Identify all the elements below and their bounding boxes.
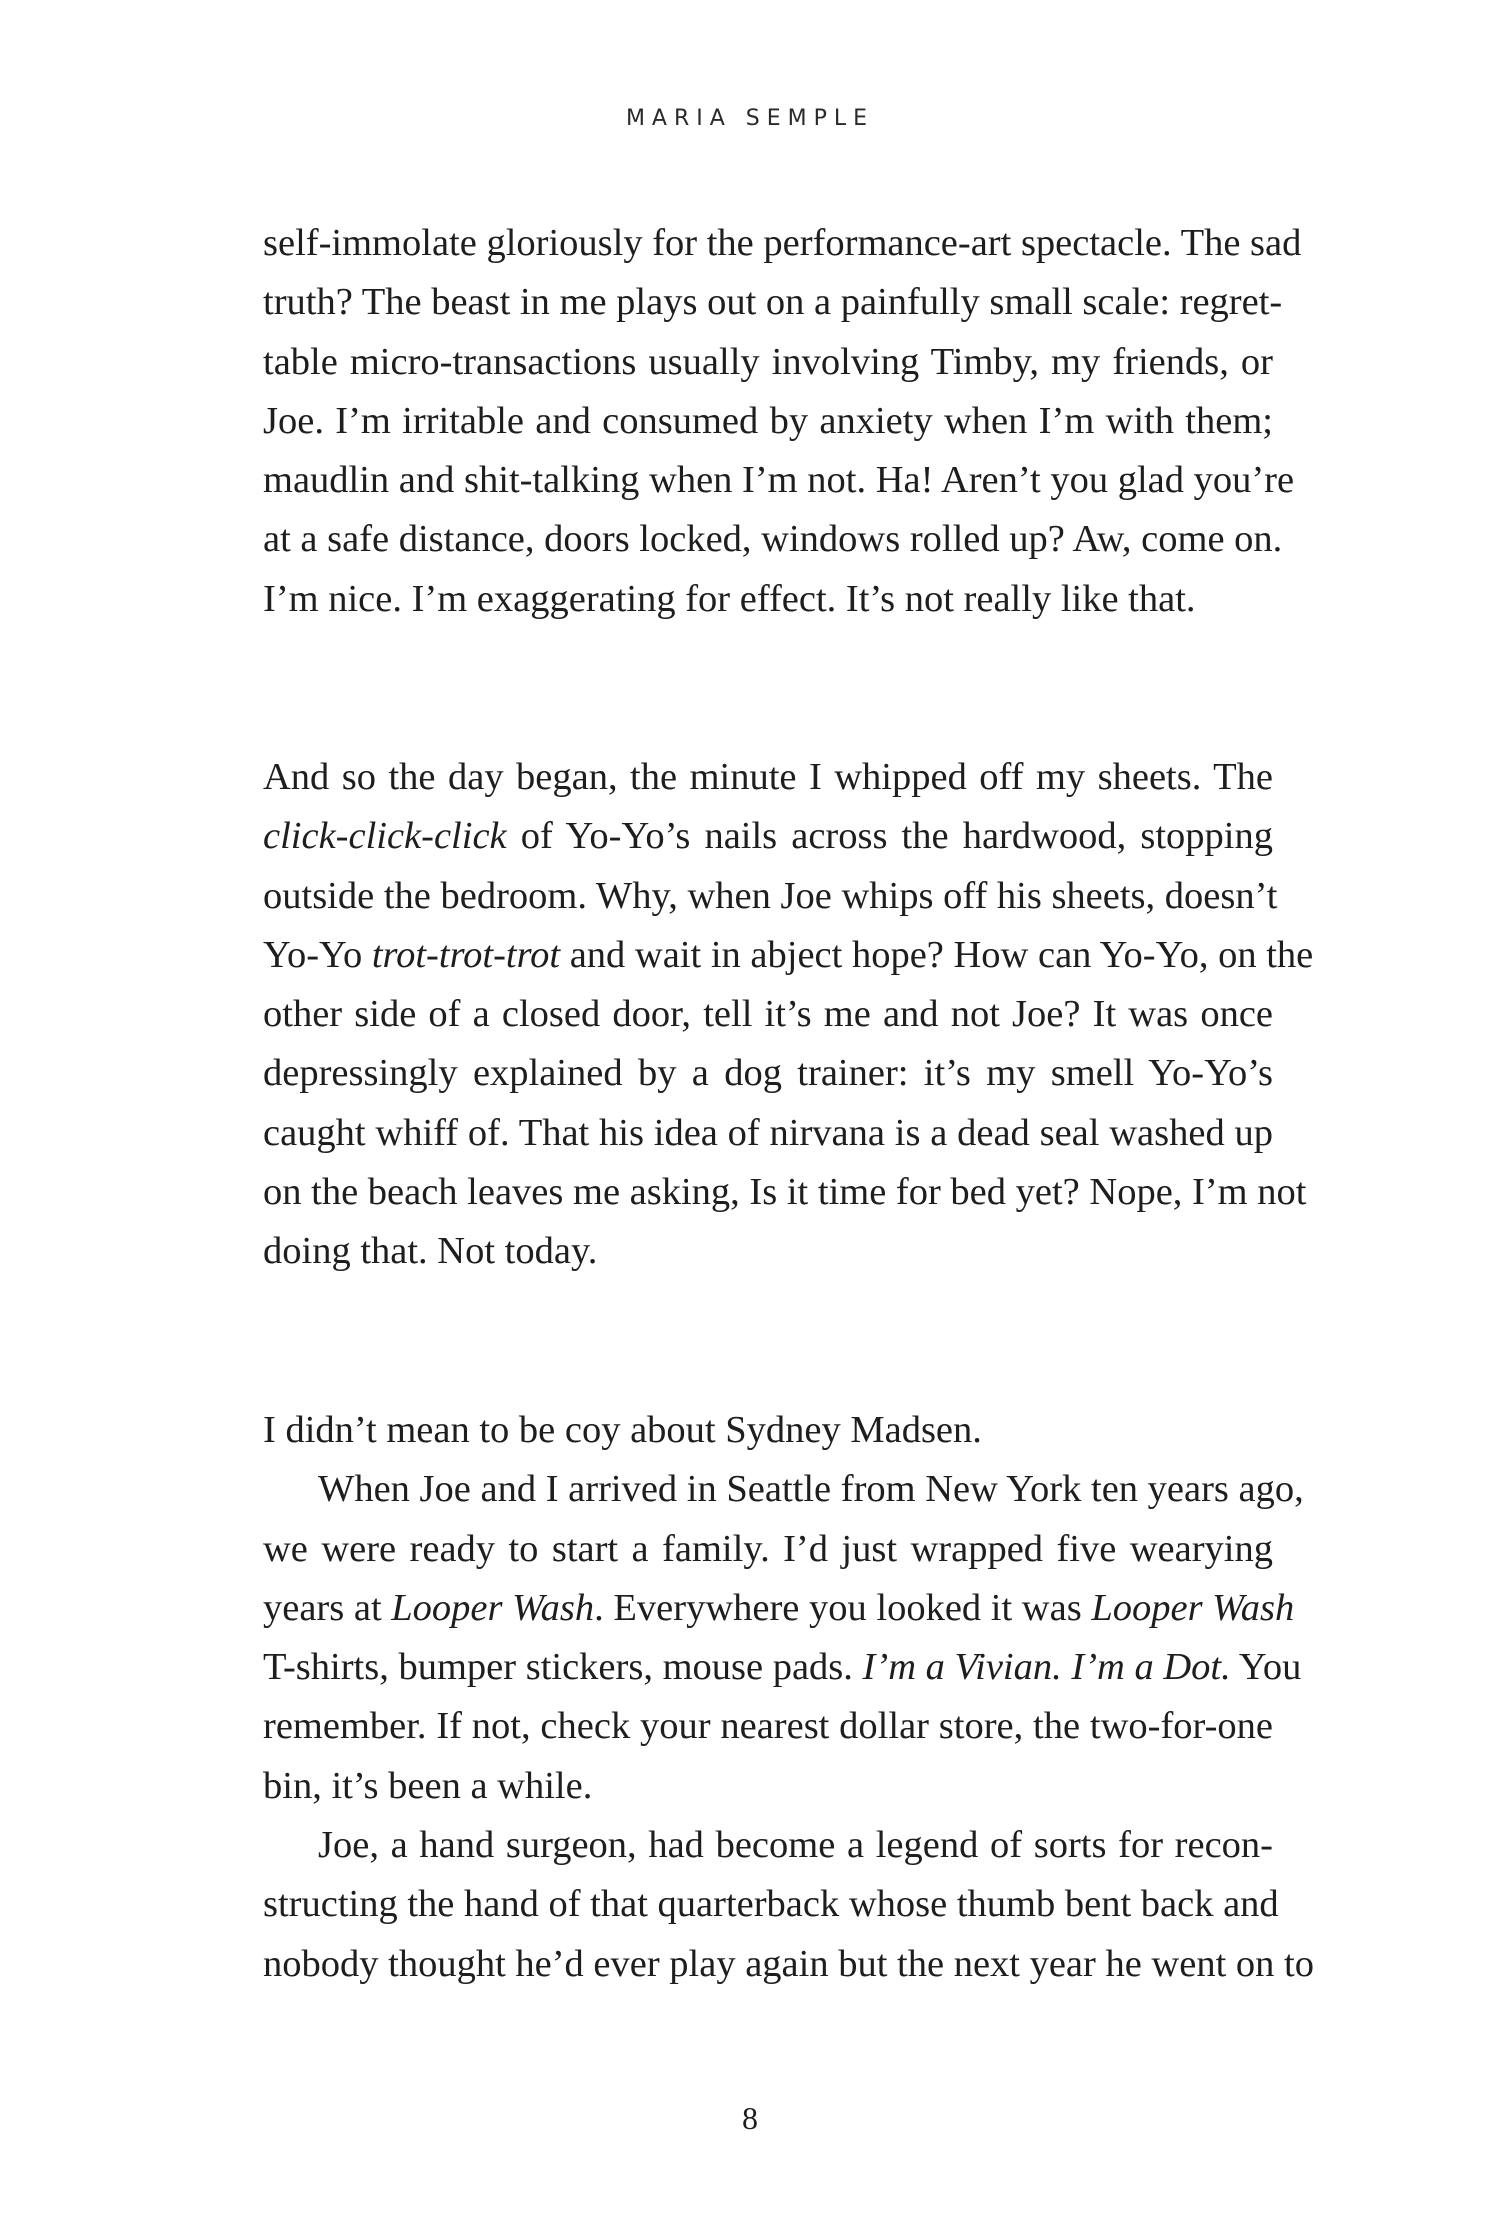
italic-text-run: trot-trot-trot: [371, 933, 561, 976]
text-line: remember. If not, check your nearest dollar store, the two-for-one: [263, 1705, 1273, 1748]
text-line: And so the day began, the minute I whipped off my sheets. The: [263, 756, 1273, 798]
text-line: doing that. Not today.: [263, 1230, 598, 1273]
text-run: T-shirts, bumper stickers, mouse pads.: [263, 1646, 863, 1689]
text-line: outside the bedroom. Why, when Joe whips off his sheets, doesn’t: [263, 874, 1278, 917]
text-line: structing the hand of that quarterback whose thumb bent back and: [263, 1883, 1279, 1926]
text-line: self-immolate gloriously for the performance-art spectacle. The sad: [263, 222, 1302, 264]
text-run: of Yo-Yo’s nails across the hardwood, stopping: [506, 815, 1273, 858]
section-1: [263, 214, 1302, 629]
text-line: caught whiff of. That his idea of nirvana is a dead seal washed up: [263, 1111, 1273, 1154]
text-line: [263, 1579, 1295, 1638]
text-line: [263, 807, 1273, 866]
text-line: bin, it’s been a while.: [263, 1764, 593, 1807]
text-run: Yo-Yo: [263, 933, 372, 976]
text-line: When Joe and I arrived in Seattle from New York ten years ago,: [318, 1468, 1304, 1511]
italic-text-run: I’m a Vivian. I’m a Dot.: [862, 1646, 1231, 1689]
text-line: maudlin and shit-talking when I’m not. Ha! Aren’t you glad you’re: [263, 459, 1295, 502]
running-header: MARIA SEMPLE: [625, 106, 875, 131]
section-2: [263, 748, 1314, 1282]
text-run: You: [1230, 1646, 1302, 1689]
section-3: [263, 1401, 1314, 1994]
text-line: on the beach leaves me asking, Is it time for bed yet? Nope, I’m not: [263, 1171, 1307, 1214]
text-line: Joe, a hand surgeon, had become a legend of sorts for recon-: [318, 1824, 1273, 1867]
text-line: we were ready to start a family. I’d just wrapped five wearying: [263, 1527, 1273, 1570]
text-line: I’m nice. I’m exaggerating for effect. It’s not really like that.: [263, 577, 1196, 620]
text-line: [263, 1638, 1302, 1697]
text-line: [263, 926, 1314, 985]
text-line: Joe. I’m irritable and consumed by anxiety when I’m with them;: [263, 399, 1273, 442]
text-line: nobody thought he’d ever play again but the next year he went on to: [263, 1942, 1314, 1985]
text-line: at a safe distance, doors locked, windows rolled up? Aw, come on.: [263, 518, 1283, 561]
italic-text-run: click-click-click: [263, 815, 507, 858]
text-line: I didn’t mean to be coy about Sydney Madsen.: [263, 1409, 982, 1451]
text-run: . Everywhere you looked it was: [594, 1586, 1092, 1629]
text-line: truth? The beast in me plays out on a painfully small scale: regret-: [263, 281, 1283, 324]
text-run: years at: [263, 1586, 392, 1629]
text-line: other side of a closed door, tell it’s me and not Joe? It was once: [263, 993, 1273, 1036]
text-run: and wait in abject hope? How can Yo-Yo, on the: [560, 933, 1314, 976]
text-line: depressingly explained by a dog trainer: it’s my smell Yo-Yo’s: [263, 1052, 1273, 1095]
italic-text-run: Looper Wash: [391, 1586, 595, 1629]
text-line: table micro-transactions usually involving Timby, my friends, or: [263, 340, 1273, 383]
italic-text-run: Looper Wash: [1091, 1586, 1295, 1629]
page-number: 8: [742, 2100, 758, 2136]
